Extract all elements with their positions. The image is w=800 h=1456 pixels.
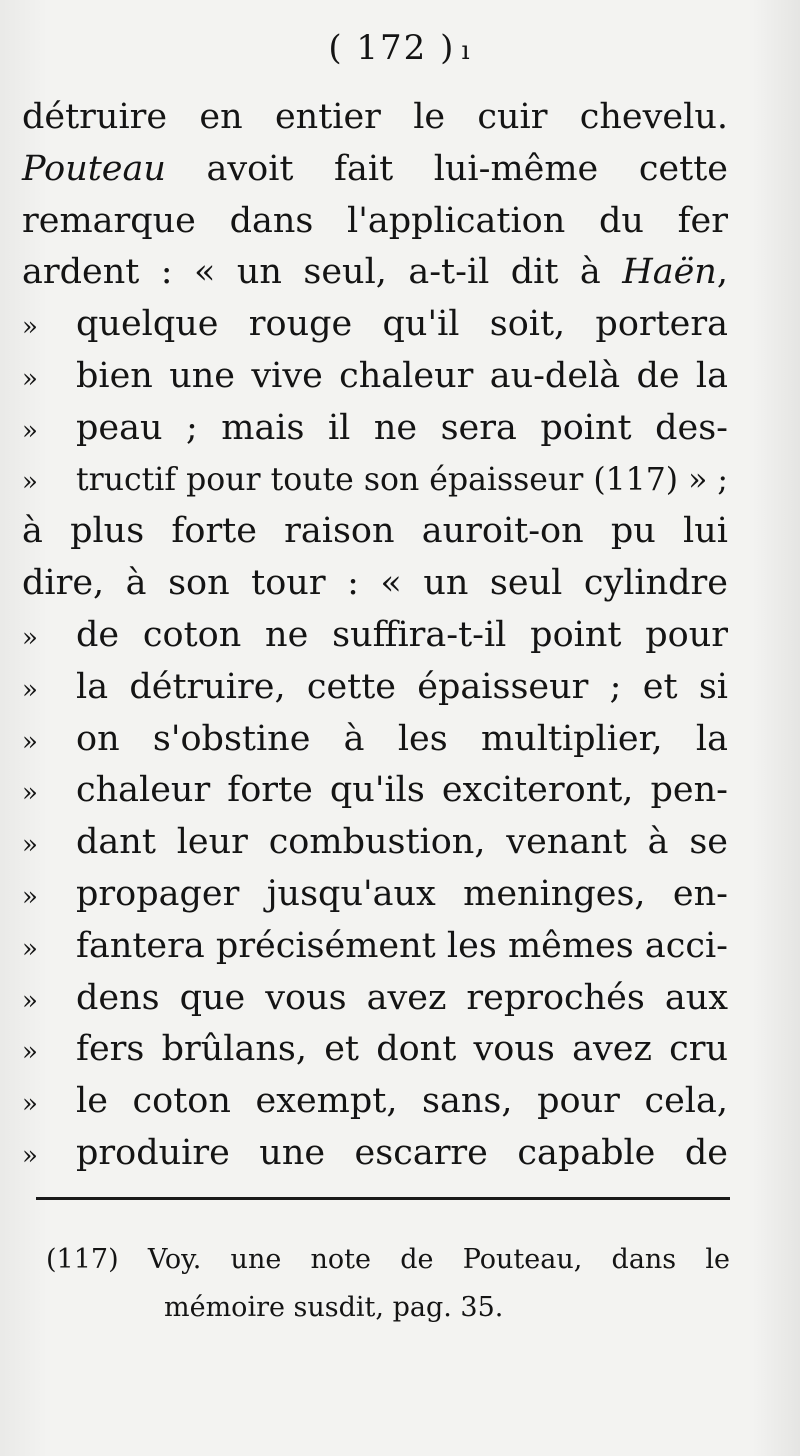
author-name: Pouteau	[22, 148, 166, 189]
quote-mark: »	[22, 363, 38, 394]
quote-mark: »	[22, 1140, 38, 1171]
quote-mark: »	[22, 726, 38, 757]
footnote	[46, 1236, 730, 1332]
quoted-line: » dens que vous avez reprochés aux	[22, 973, 728, 1025]
text-line: dire, à son tour : « un seul cylindre	[22, 563, 728, 604]
footnote-line: (117) Voy. une note de Pouteau, dans le	[46, 1244, 730, 1275]
quoted-line: » le coton exempt, sans, pour cela,	[22, 1076, 728, 1128]
quoted-line: » la détruire, cette épaisseur ; et si	[22, 662, 728, 714]
quote-mark: »	[22, 1089, 38, 1120]
footnote-line: mémoire susdit, pag. 35.	[164, 1292, 504, 1323]
text-line: remarque dans l'application du fer	[22, 200, 728, 241]
quoted-line: » fantera précisément les mêmes acci-	[22, 921, 728, 973]
quote-mark: »	[22, 622, 38, 653]
header-mark: ı	[461, 36, 472, 66]
body-text	[22, 92, 728, 1180]
author-name: Haën	[622, 252, 717, 293]
text-line: ardent : « un seul, a-t-il dit à Haën,	[22, 252, 728, 293]
quoted-line: » chaleur forte qu'ils exciteront, pen-	[22, 765, 728, 817]
quote-mark: »	[22, 466, 38, 497]
quote-mark: »	[22, 415, 38, 446]
text-line: Pouteau avoit fait lui-même cette	[22, 148, 728, 189]
quoted-line: » bien une vive chaleur au-delà de la	[22, 351, 728, 403]
quoted-line: » quelque rouge qu'il soit, portera	[22, 299, 728, 351]
text-line: à plus forte raison auroit-on pu lui	[22, 511, 728, 552]
quoted-line: » propager jusqu'aux meninges, en-	[22, 869, 728, 921]
page-number: ( 172 )	[328, 28, 456, 68]
quote-mark: »	[22, 830, 38, 861]
quote-mark: »	[22, 933, 38, 964]
quote-mark: »	[22, 1037, 38, 1068]
quote-mark: »	[22, 778, 38, 809]
quoted-line: » fers brûlans, et dont vous avez cru	[22, 1024, 728, 1076]
page-header	[0, 28, 800, 68]
quote-mark: »	[22, 312, 38, 343]
quote-mark: »	[22, 674, 38, 705]
quoted-line: » on s'obstine à les multiplier, la	[22, 714, 728, 766]
quoted-line: » de coton ne suffira-t-il point pour	[22, 610, 728, 662]
footnote-rule	[36, 1197, 730, 1200]
quoted-line: » dant leur combustion, venant à se	[22, 817, 728, 869]
quoted-line: » peau ; mais il ne sera point des-	[22, 403, 728, 455]
quoted-line: » tructif pour toute son épaisseur (117) » ;	[22, 455, 728, 507]
text-line: détruire en entier le cuir chevelu.	[22, 97, 728, 137]
quoted-line: » produire une escarre capable de	[22, 1128, 728, 1180]
quote-mark: »	[22, 881, 38, 912]
quote-mark: »	[22, 985, 38, 1016]
